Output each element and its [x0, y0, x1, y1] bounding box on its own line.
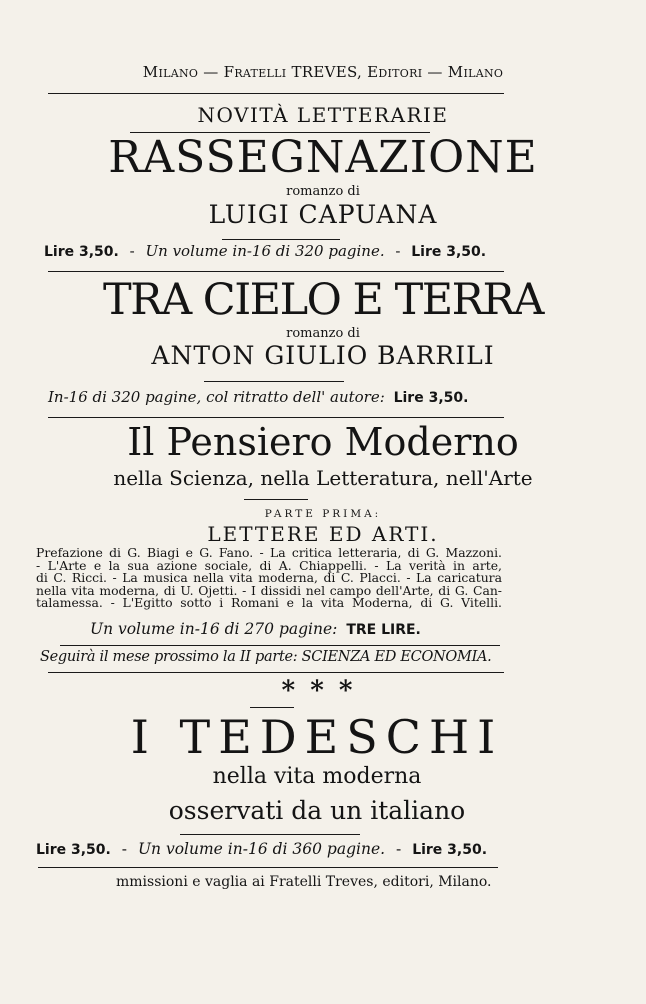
book3-next-part: Seguirà il mese prossimo la II parte: SCIENZA ED ECONOMIA.	[40, 649, 492, 665]
book4-title: I TEDESCHI	[130, 710, 504, 764]
book1-title: RASSEGNAZIONE	[108, 132, 538, 183]
asterism-divider: * * *	[281, 676, 353, 706]
contents-line: di C. Ricci. - La musica nella vita moderna, di C. Placci. - La caricatura	[36, 570, 502, 586]
contents-line: Prefazione di G. Biagi e G. Fano. - La critica letteraria, di G. Mazzoni.	[36, 545, 502, 560]
publisher-header: Milano — Fratelli TREVES, Editori — Milano	[142, 63, 504, 81]
book2-author: ANTON GIULIO BARRILI	[151, 341, 495, 370]
book4-price-right: Lire 3,50.	[412, 842, 488, 858]
book3-part-label: PARTE PRIMA:	[264, 508, 382, 520]
book4-subtitle1: nella vita moderna	[212, 764, 422, 789]
book3-part-title: LETTERE ED ARTI.	[207, 522, 439, 546]
book4-price-left: Lire 3,50.	[36, 842, 111, 858]
book3-price-line	[90, 620, 421, 638]
book1-bottom-rule	[48, 271, 504, 272]
book3-volume-text: Un volume in-16 di 270 pagine:	[90, 620, 338, 638]
book1-author-rule	[222, 239, 340, 240]
book2-subtitle: romanzo di	[286, 326, 360, 341]
footer-note: mmissioni e vaglia ai Fratelli Treves, editori, Milano.	[116, 874, 492, 890]
book4-bottom-rule	[38, 867, 498, 868]
book3-contents	[36, 547, 502, 610]
book3-price-rule	[60, 645, 500, 646]
book2-price-line	[48, 388, 468, 406]
section-title: NOVITÀ LETTERARIE	[197, 103, 449, 127]
book4-subtitle-rule	[180, 834, 360, 835]
book2-bottom-rule	[48, 417, 504, 418]
book4-price-line: Lire 3,50. - Un volume in-16 di 360 pagine. - Lire 3,50.	[36, 840, 488, 858]
book1-description: Un volume in-16 di 320 pagine.	[145, 242, 385, 260]
book3-bottom-rule	[48, 672, 504, 673]
book3-subtitle-rule	[244, 499, 308, 500]
book2-price: Lire 3,50.	[393, 390, 469, 406]
book4-subtitle2: osservati da un italiano	[168, 796, 466, 825]
book3-title: Il Pensiero Moderno	[127, 420, 519, 464]
book1-price-left: Lire 3,50.	[44, 244, 119, 260]
book1-price-right: Lire 3,50.	[411, 244, 487, 260]
book3-subtitle: nella Scienza, nella Letteratura, nell'Arte	[113, 466, 533, 490]
book2-author-rule	[204, 381, 344, 382]
book2-description: In-16 di 320 pagine, col ritratto dell' autore:	[48, 388, 385, 406]
contents-line: - L'Arte e la sua azione sociale, di A. Chiappelli. - La verità in arte,	[36, 557, 502, 573]
header-rule	[48, 93, 504, 94]
book3-price: TRE LIRE.	[346, 622, 421, 638]
book1-author: LUIGI CAPUANA	[208, 200, 438, 229]
divider-rule	[250, 707, 294, 708]
book1-subtitle: romanzo di	[286, 184, 360, 199]
contents-line: talamessa. - L'Egitto sotto i Romani e la vita Moderna, di G. Vitelli.	[36, 595, 502, 611]
book2-title: TRA CIELO E TERRA	[103, 275, 543, 325]
book1-price-line: Lire 3,50. - Un volume in-16 di 320 pagine. - Lire 3,50.	[44, 242, 487, 260]
book4-description: Un volume in-16 di 360 pagine.	[137, 840, 386, 858]
contents-line: nella vita moderna, di U. Ojetti. - I dissidi nel campo dell'Arte, di G. Can-	[36, 582, 502, 598]
